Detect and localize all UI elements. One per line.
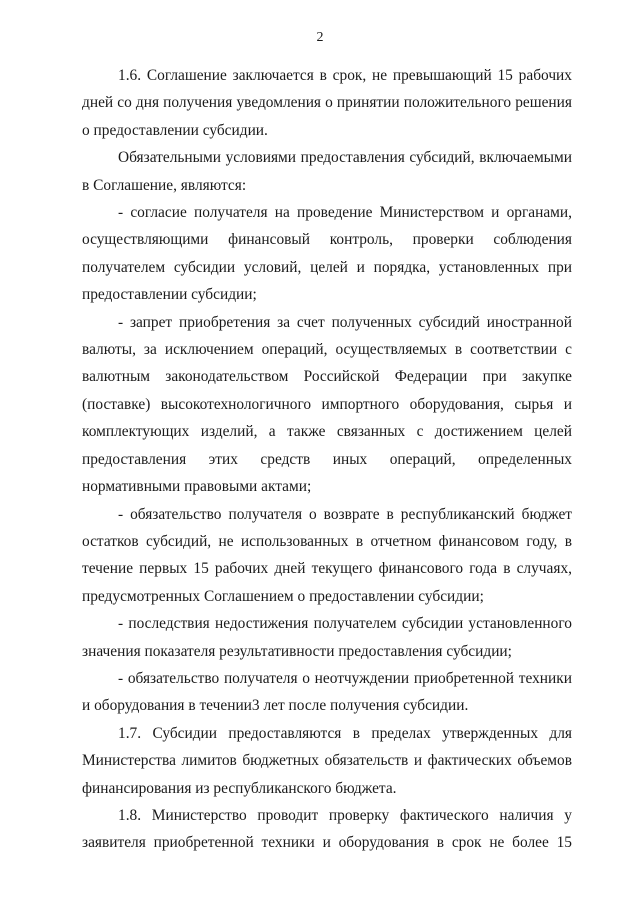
paragraph-1-7: 1.7. Субсидии предоставляются в пределах утвержденных для Министерства лимитов бюджетных обязательств и фактических объемов финансирования из республиканского бюджета. bbox=[82, 724, 572, 797]
page-number: 2 bbox=[316, 30, 324, 45]
paragraph-conditions-intro: Обязательными условиями предоставления субсидий, включаемыми в Соглашение, являются: bbox=[82, 149, 572, 194]
paragraph-condition-consent: - согласие получателя на проведение Министерством и органами, осуществляющими финансовый контроль, проверки соблюдения получателем субсидии условий, целей и порядка, установленных при предоставлении субсидии; bbox=[82, 204, 572, 304]
paragraph-condition-currency-ban: - запрет приобретения за счет полученных субсидий иностранной валюты, за исключением операций, осуществляемых в соответствии с валютным законодательством Российской Федерации при закупке (поставке) высокотехнологичного импортного оборудования, сырья и комплектующих изделий, а также связанных с достижением целей предоставления этих средств иных операций, определенных нормативными правовыми актами; bbox=[82, 313, 572, 496]
paragraph-condition-non-alienation: - обязательство получателя о неотчуждении приобретенной техники и оборудования в течении3 лет после получения субсидии. bbox=[82, 669, 572, 715]
paragraph-condition-consequences: - последствия недостижения получателем субсидии установленного значения показателя результативности предоставления субсидии; bbox=[82, 615, 572, 660]
document-body bbox=[82, 62, 572, 857]
paragraph-condition-refund: - обязательство получателя о возврате в республиканский бюджет остатков субсидий, не использованных в отчетном финансовом году, в течение первых 15 рабочих дней текущего финансового года в случаях, предусмотренных Соглашением о предоставлении субсидии; bbox=[82, 505, 572, 605]
paragraph-1-8: 1.8. Министерство проводит проверку фактического наличия у заявителя приобретенной техники и оборудования в срок не более 15 bbox=[82, 806, 572, 852]
paragraph-1-6: 1.6. Соглашение заключается в срок, не превышающий 15 рабочих дней со дня получения уведомления о принятии положительного решения о предоставлении субсидии. bbox=[82, 67, 572, 139]
